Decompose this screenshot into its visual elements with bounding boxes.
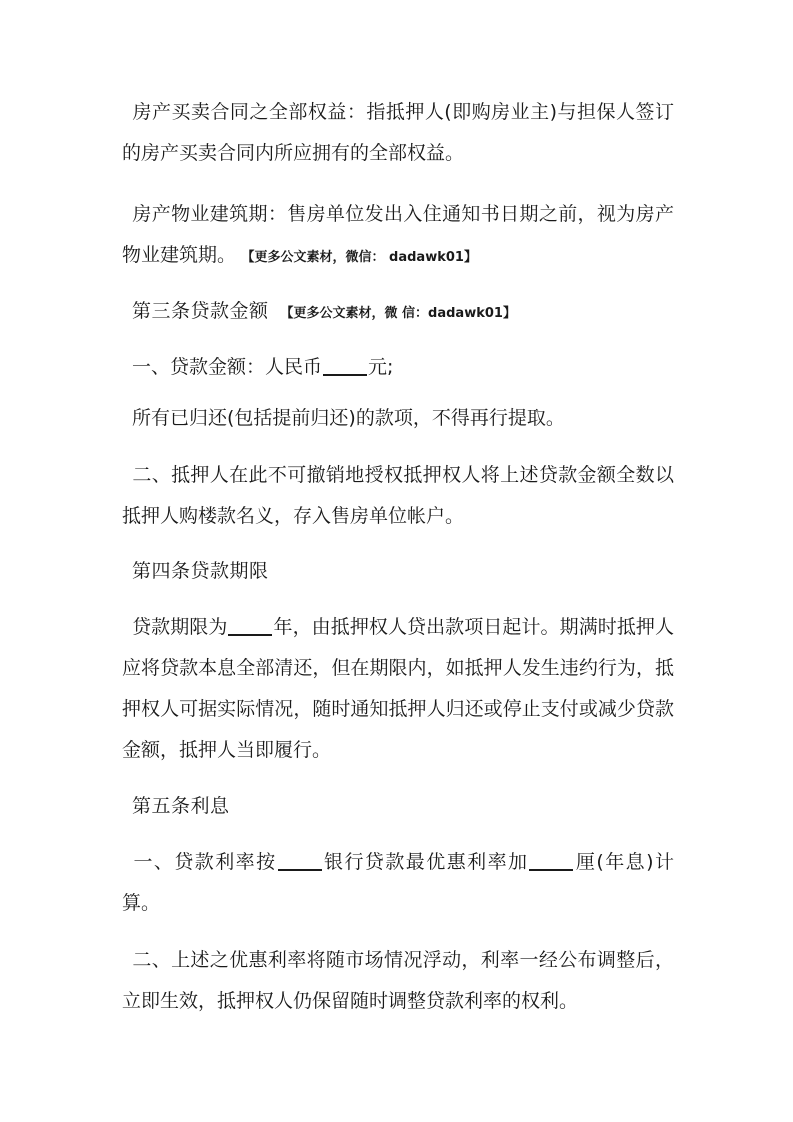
blank-line — [323, 354, 367, 376]
blank-line — [278, 849, 322, 871]
section-heading-3 — [122, 291, 674, 334]
paragraph-text: 厘(年息)计算。 — [122, 851, 674, 914]
paragraph-authorization — [122, 455, 674, 537]
paragraph-text: 二、抵押人在此不可撤销地授权抵押权人将上述贷款金额全数以抵押人购楼款名义，存入售房单位帐户。 — [122, 464, 674, 527]
heading-text: 第四条贷款期限 — [132, 560, 269, 582]
paragraph-full-rights — [122, 92, 674, 174]
heading-text: 第五条利息 — [132, 795, 230, 817]
paragraph-text: 贷款期限为 — [132, 616, 228, 638]
heading-text: 第三条贷款金额 — [132, 300, 269, 322]
paragraph-rate-adjustment — [122, 940, 674, 1022]
paragraph-text: 元; — [368, 356, 394, 378]
blank-line — [529, 849, 573, 871]
paragraph-text: 银行贷款最优惠利率加 — [322, 851, 529, 873]
paragraph-interest-rate — [122, 842, 674, 924]
paragraph-construction-period — [122, 194, 674, 278]
paragraph-text: 所有已归还(包括提前归还)的款项，不得再行提取。 — [132, 407, 565, 429]
paragraph-text: 房产买卖合同之全部权益：指抵押人(即购房业主)与担保人签订的房产买卖合同内所应拥有的全部权益。 — [122, 101, 674, 164]
paragraph-repaid-sums — [122, 398, 674, 439]
blank-line — [228, 614, 272, 636]
paragraph-loan-term — [122, 607, 674, 771]
promo-note: 【更多公文素材，微 信：dadawk01】 — [280, 306, 516, 321]
promo-note: 【更多公文素材，微信： dadawk01】 — [248, 250, 477, 265]
section-heading-5 — [122, 786, 674, 827]
section-heading-4 — [122, 551, 674, 592]
paragraph-text: 年，由抵押权人贷出款项日起计。期满时抵押人应将贷款本息全部清还，但在期限内，如抵押人发生违约行为，抵押权人可据实际情况，随时通知抵押人归还或停止支付或减少贷款金额，抵押人当即履行。 — [122, 616, 674, 761]
paragraph-text: 一、贷款金额：人民币 — [132, 356, 323, 378]
paragraph-text: 房产物业建筑期：售房单位发出入住通知书日期之前，视为房产物业建筑期。 — [122, 203, 674, 266]
paragraph-text: 一、贷款利率按 — [132, 851, 277, 873]
paragraph-text: 二、上述之优惠利率将随市场情况浮动，利率一经公布调整后，立即生效，抵押权人仍保留随时调整贷款利率的权利。 — [122, 949, 674, 1012]
paragraph-loan-amount — [122, 347, 674, 388]
